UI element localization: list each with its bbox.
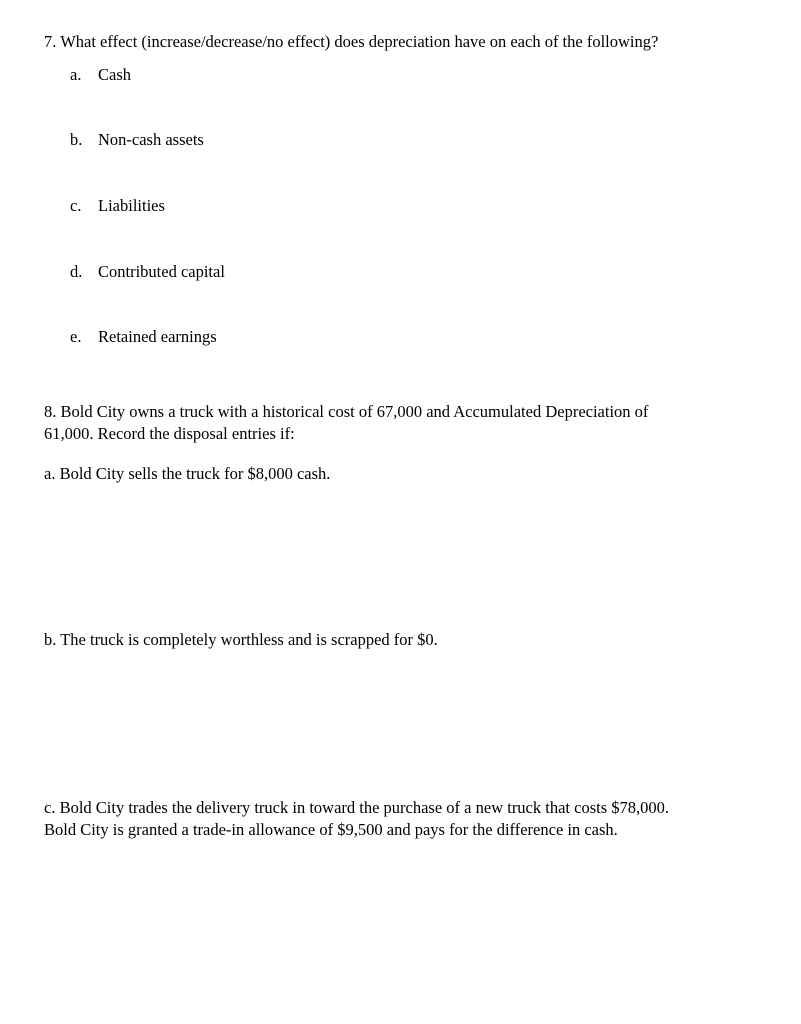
question-8-prompt-line-2: 61,000. Record the disposal entries if: [44, 424, 295, 443]
question-7-item-e [70, 326, 217, 348]
question-7-item-a [70, 64, 131, 86]
question-8-prompt-line-1: 8. Bold City owns a truck with a historical cost of 67,000 and Accumulated Depreciation of [44, 402, 649, 421]
question-7-item-d [70, 261, 225, 283]
item-letter: c. [70, 196, 82, 215]
question-7-item-b [70, 129, 204, 151]
question-8-part-b: b. The truck is completely worthless and is scrapped for $0. [44, 630, 438, 649]
item-label: Liabilities [98, 196, 165, 215]
item-letter: e. [70, 327, 82, 346]
item-label: Non-cash assets [98, 130, 204, 149]
item-letter: d. [70, 262, 83, 281]
question-8-part-c-line-2: Bold City is granted a trade-in allowance of $9,500 and pays for the difference in cash. [44, 820, 618, 839]
item-letter: a. [70, 65, 82, 84]
item-label: Cash [98, 65, 131, 84]
item-letter: b. [70, 130, 83, 149]
question-8-part-c-line-1: c. Bold City trades the delivery truck in toward the purchase of a new truck that costs $78,000. [44, 798, 670, 817]
question-8-part-a: a. Bold City sells the truck for $8,000 cash. [44, 464, 331, 483]
question-7-item-c [70, 195, 165, 217]
item-label: Retained earnings [98, 327, 217, 346]
question-7-prompt: 7. What effect (increase/decrease/no effect) does depreciation have on each of the following? [44, 32, 659, 51]
item-label: Contributed capital [98, 262, 225, 281]
